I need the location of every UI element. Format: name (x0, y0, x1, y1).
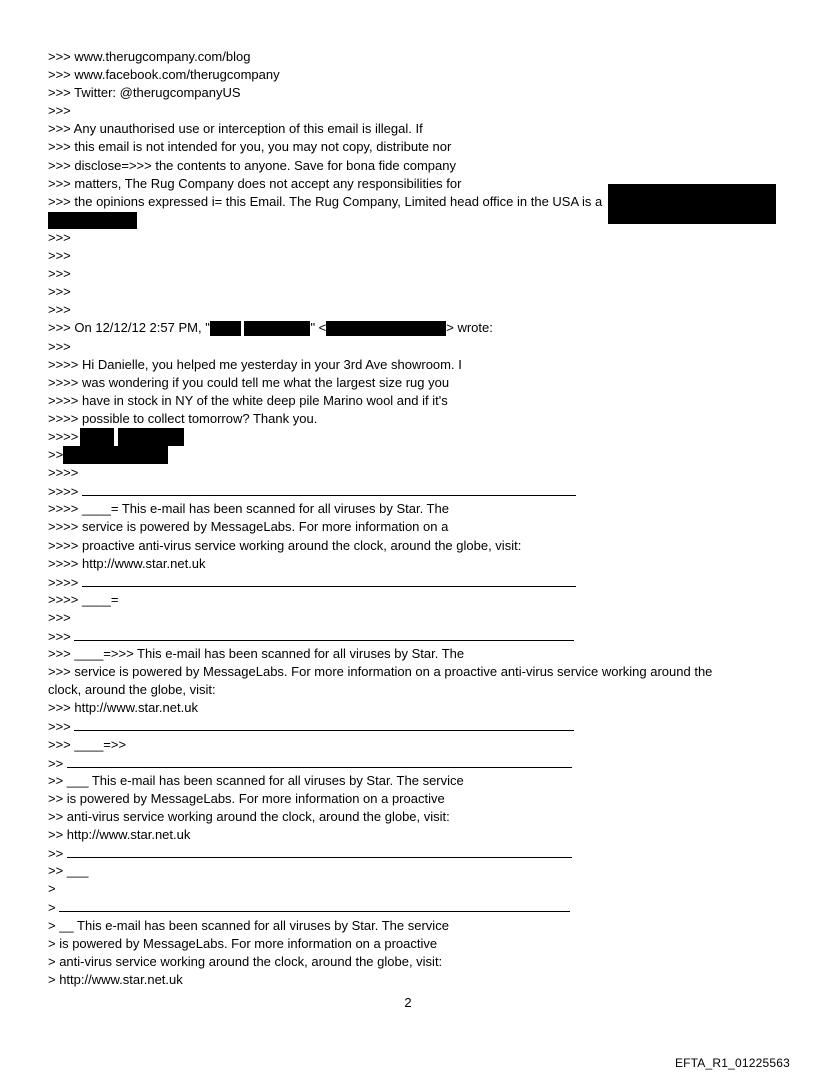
text-line: > __ This e-mail has been scanned for all viruses by Star. The service (48, 917, 449, 933)
text-line: >>> (48, 717, 788, 735)
text-line: >>>> ____= (48, 591, 119, 607)
text-line: >>>> have in stock in NY of the white deep pile Marino wool and if it's (48, 392, 448, 408)
text-line: >> (48, 754, 788, 772)
quote-header: >>> On 12/12/12 2:57 PM, " (48, 320, 210, 336)
redaction-block (118, 428, 184, 446)
text-line: > http://www.star.net.uk (48, 971, 183, 987)
text-line: >>>> service is powered by MessageLabs. For more information on a (48, 519, 449, 535)
text-line: >>> (48, 284, 71, 300)
text-line: >> is powered by MessageLabs. For more information on a proactive (48, 790, 445, 806)
text-line: >>>> (48, 465, 79, 481)
separator-rule (82, 482, 576, 496)
text-line: >>> http://www.star.net.uk (48, 700, 198, 716)
redaction-block (210, 321, 241, 336)
text-line: clock, around the globe, visit: (48, 682, 216, 698)
disclaimer-text: >>> the opinions expressed i= this Email. The Rug Company, Limited head office in the USA is a (48, 193, 603, 209)
separator-rule (82, 573, 576, 587)
text-line: >>> (48, 248, 71, 264)
text-line: >>>> possible to collect tomorrow? Thank you. (48, 410, 318, 426)
separator-rule (59, 898, 570, 912)
text-line: >>>> proactive anti-virus service working around the clock, around the globe, visit: (48, 537, 522, 553)
text-line: >>>> (48, 573, 788, 591)
text-line: >>> (48, 229, 71, 245)
text-line: >>> (48, 103, 71, 119)
separator-rule (74, 717, 574, 731)
text-line: >>>> ____= This e-mail has been scanned for all viruses by Star. The (48, 501, 449, 517)
text-line: >> http://www.star.net.uk (48, 827, 191, 843)
page-number: 2 (404, 995, 412, 1010)
separator-rule (67, 844, 572, 858)
text-line: >>> service is powered by MessageLabs. For more information on a proactive anti-virus service working around the (48, 664, 713, 680)
text-line: >>> ____=>>> This e-mail has been scanned for all viruses by Star. The (48, 646, 465, 662)
redaction-block (326, 321, 446, 336)
text-line: >>>> (48, 482, 788, 500)
text-line: > anti-virus service working around the clock, around the globe, visit: (48, 953, 443, 969)
text-line: >>> (48, 266, 71, 282)
text-line: >>> On 12/12/12 2:57 PM, " " < > wrote: (48, 320, 493, 336)
text-line: > is powered by MessageLabs. For more information on a proactive (48, 935, 438, 951)
separator-rule (74, 627, 574, 641)
text-line: >>>> Hi Danielle, you helped me yesterday in your 3rd Ave showroom. I (48, 356, 462, 372)
separator-rule (67, 754, 572, 768)
text-line: >> ___ This e-mail has been scanned for all viruses by Star. The service (48, 772, 464, 788)
redaction-block (63, 446, 168, 464)
text-line: >>> (48, 338, 71, 354)
text-line (48, 211, 788, 229)
text-line: > (48, 898, 788, 916)
text-line: >>> Any unauthorised use or interception of this email is illegal. If (48, 121, 423, 137)
text-line: >>>> (48, 428, 788, 446)
text-line: >>> this email is not intended for you, you may not copy, distribute nor (48, 139, 452, 155)
text-line: >> anti-virus service working around the clock, around the globe, visit: (48, 808, 450, 824)
redaction-block (48, 212, 137, 229)
text-line: >>> www.therugcompany.com/blog (48, 49, 251, 64)
text-line: >>> (48, 609, 71, 625)
redaction-block (244, 321, 310, 336)
redaction-block (80, 428, 114, 446)
text-line (48, 193, 788, 211)
text-line: >>>> was wondering if you could tell me what the largest size rug you (48, 374, 450, 390)
text-line: >> (48, 446, 788, 464)
text-line: >>> Twitter: @therugcompanyUS (48, 85, 241, 101)
text-line: >> ___ (48, 863, 89, 879)
text-line: >>> matters, The Rug Company does not accept any responsibilities for (48, 175, 462, 191)
text-line: >>> disclose=>>> the contents to anyone. Save for bona fide company (48, 157, 456, 173)
text-line: > (48, 881, 56, 897)
text-line: >>> ____=>> (48, 736, 127, 752)
text-line: >>> (48, 627, 788, 645)
text-line: >>>> http://www.star.net.uk (48, 555, 206, 571)
text-line: >> (48, 844, 788, 862)
text-line: >>> www.facebook.com/therugcompany (48, 67, 280, 83)
text-line: >>> (48, 302, 71, 318)
email-document (48, 48, 788, 989)
bates-number: EFTA_R1_01225563 (674, 1056, 790, 1070)
